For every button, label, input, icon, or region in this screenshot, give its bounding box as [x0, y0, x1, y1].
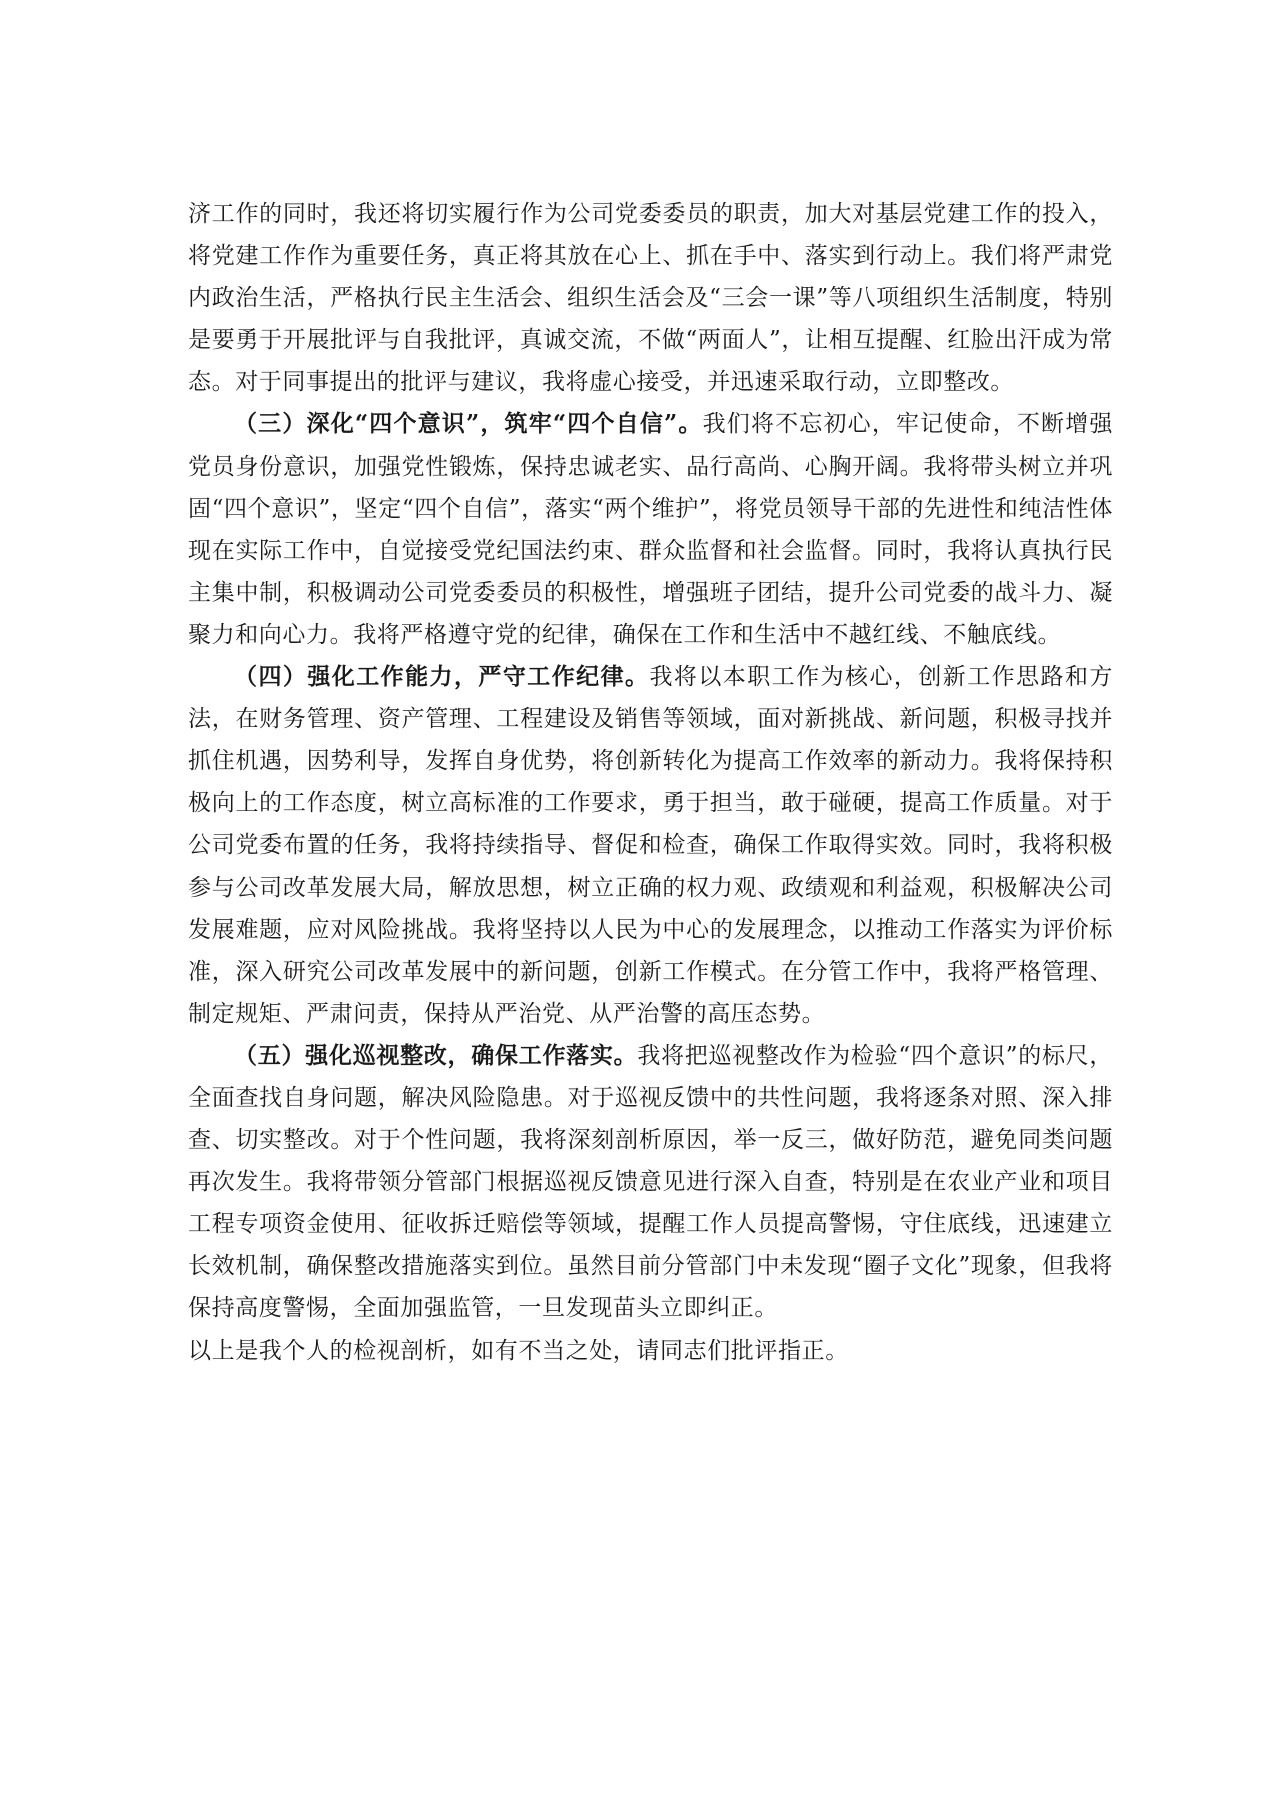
section-heading-3: （三）深化“四个意识”，筑牢“四个自信”。: [234, 410, 703, 438]
section-body-5: 我将把巡视整改作为检验“四个意识”的标尺，全面查找自身问题，解决风险隐患。对于巡视反馈中的共性问题，我将逐条对照、深入排查、切实整改。对于个性问题，我将深刻剖析原因，举一反三，做好防范，避免同类问题再次发生。我将带领分管部门根据巡视反馈意见进行深入自查，特别是在农业产业和项目工程专项资金使用、征收拆迁赔偿等领域，提醒工作人员提高警惕，守住底线，迅速建立长效机制，确保整改措施落实到位。虽然目前分管部门中未发现“圈子文化”现象，但我将保持高度警惕，全面加强监管，一旦发现苗头立即纠正。: [188, 1042, 1114, 1322]
section-heading-4: （四）强化工作能力，严守工作纪律。: [234, 663, 650, 691]
paragraph-continuation: 济工作的同时，我还将切实履行作为公司党委委员的职责，加大对基层党建工作的投入，将党建工作作为重要任务，真正将其放在心上、抓在手中、落实到行动上。我们将严肃党内政治生活，严格执行民主生活会、组织生活会及“三会一课”等八项组织生活制度，特别是要勇于开展批评与自我批评，真诚交流，不做“两面人”，让相互提醒、红脸出汗成为常态。对于同事提出的批评与建议，我将虚心接受，并迅速采取行动，立即整改。: [188, 201, 1113, 396]
paragraph-section-4: [188, 656, 1113, 1035]
closing-paragraph: 以上是我个人的检视剖析，如有不当之处，请同志们批评指正。: [188, 1337, 849, 1364]
paragraph-section-5: [188, 1035, 1113, 1330]
document-page: [188, 193, 1113, 1372]
paragraph-section-3: [188, 403, 1113, 656]
section-body-3: 我们将不忘初心，牢记使命，不断增强党员身份意识，加强党性锻炼，保持忠诚老实、品行高尚、心胸开阔。我将带头树立并巩固“四个意识”，坚定“四个自信”，落实“两个维护”，将党员领导干部的先进性和纯洁性体现在实际工作中，自觉接受党纪国法约束、群众监督和社会监督。同时，我将认真执行民主集中制，积极调动公司党委委员的积极性，增强班子团结，提升公司党委的战斗力、凝聚力和向心力。我将严格遵守党的纪律，确保在工作和生活中不越红线、不触底线。: [188, 411, 1113, 648]
section-heading-5: （五）强化巡视整改，确保工作落实。: [234, 1041, 638, 1069]
section-body-4: 我将以本职工作为核心，创新工作思路和方法，在财务管理、资产管理、工程建设及销售等领域，面对新挑战、新问题，积极寻找并抓住机遇，因势利导，发挥自身优势，将创新转化为提高工作效率的新动力。我将保持积极向上的工作态度，树立高标准的工作要求，勇于担当，敢于碰硬，提高工作质量。对于公司党委布置的任务，我将持续指导、督促和检查，确保工作取得实效。同时，我将积极参与公司改革发展大局，解放思想，树立正确的权力观、政绩观和利益观，积极解决公司发展难题，应对风险挑战。我将坚持以人民为中心的发展理念，以推动工作落实为评价标准，深入研究公司改革发展中的新问题，创新工作模式。在分管工作中，我将严格管理、制定规矩、严肃问责，保持从严治党、从严治警的高压态势。: [188, 664, 1113, 1027]
